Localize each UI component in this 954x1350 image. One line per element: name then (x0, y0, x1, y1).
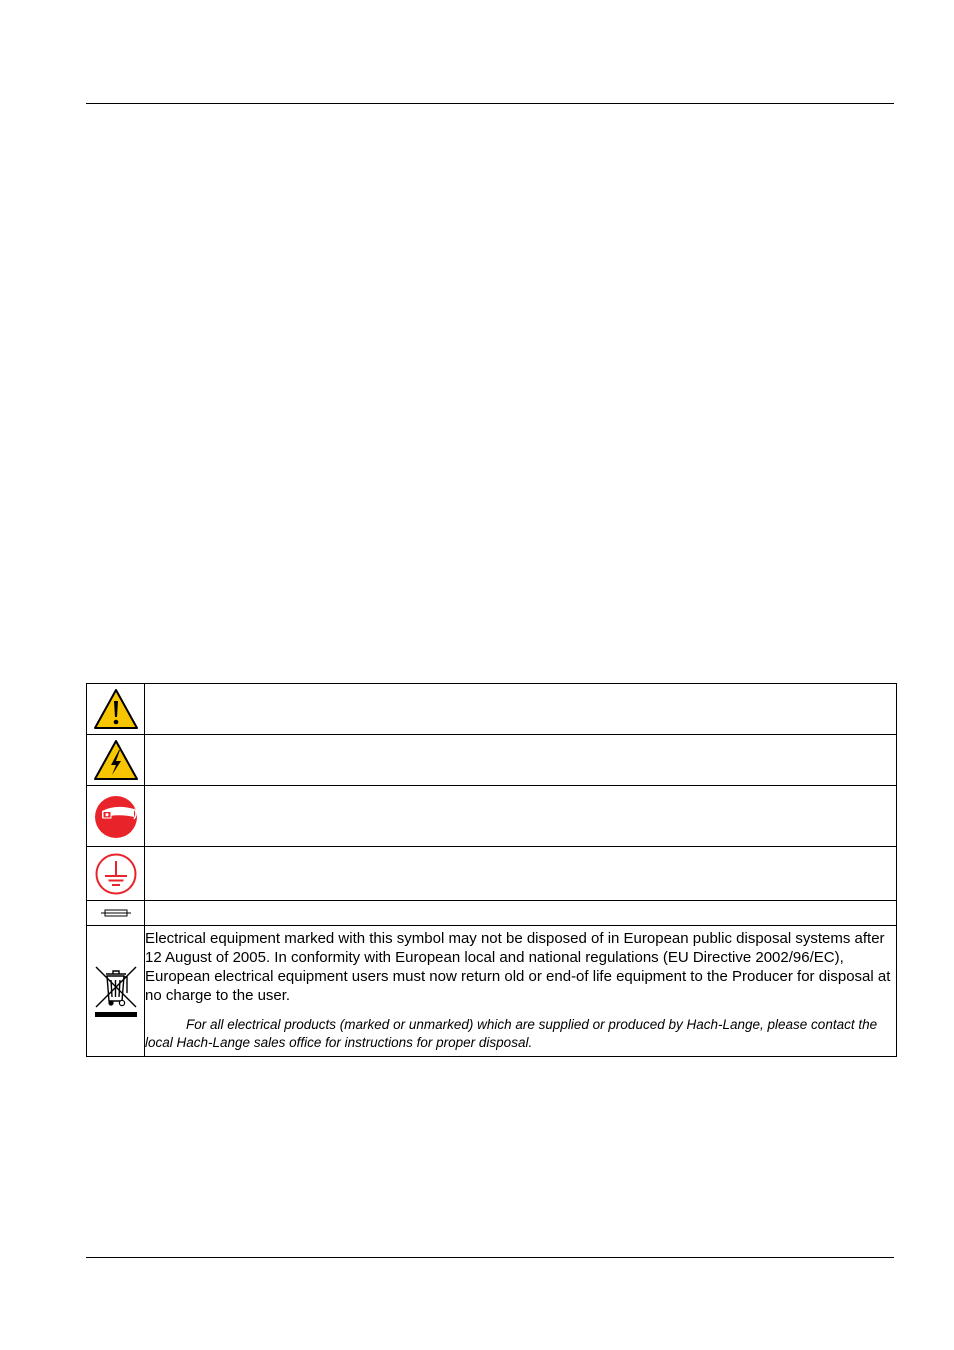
header-rule (86, 103, 894, 104)
electric-shock-triangle-icon (93, 739, 139, 781)
icon-cell (87, 847, 145, 901)
label-description (145, 684, 897, 735)
table-row (87, 847, 897, 901)
label-description (145, 735, 897, 786)
table-row (87, 786, 897, 847)
fuse-icon (101, 908, 131, 918)
weee-disposal-text: Electrical equipment marked with this symbol may not be disposed of in European public disposal systems after 12 August of 2005. In conformity with European local and national regulations (EU Directive 2002/96/EC), European electrical equipment users must now return old or end-of life equipment to the Producer for disposal at no charge to the user. (145, 930, 891, 1004)
icon-cell (87, 735, 145, 786)
icon-cell (87, 901, 145, 926)
weee-disposal-cell (145, 926, 897, 1057)
label-description (145, 786, 897, 847)
label-description (145, 847, 897, 901)
protective-earth-icon (94, 852, 138, 896)
eye-protection-icon (94, 791, 138, 841)
table-row (87, 735, 897, 786)
icon-cell (87, 786, 145, 847)
icon-cell (87, 926, 145, 1057)
table-row (87, 684, 897, 735)
icon-cell (87, 684, 145, 735)
table-row (87, 926, 897, 1057)
crossed-out-wheelie-bin-icon (93, 963, 139, 1019)
weee-disposal-note: For all electrical products (marked or unmarked) which are supplied or produced by Hach-Lange, please contact the local Hach-Lange sales office for instructions for proper disposal. (145, 1017, 878, 1050)
footer-rule (86, 1257, 894, 1258)
caution-triangle-icon (93, 688, 139, 730)
label-description (145, 901, 897, 926)
table-row (87, 901, 897, 926)
precautionary-labels-table (86, 683, 897, 1057)
